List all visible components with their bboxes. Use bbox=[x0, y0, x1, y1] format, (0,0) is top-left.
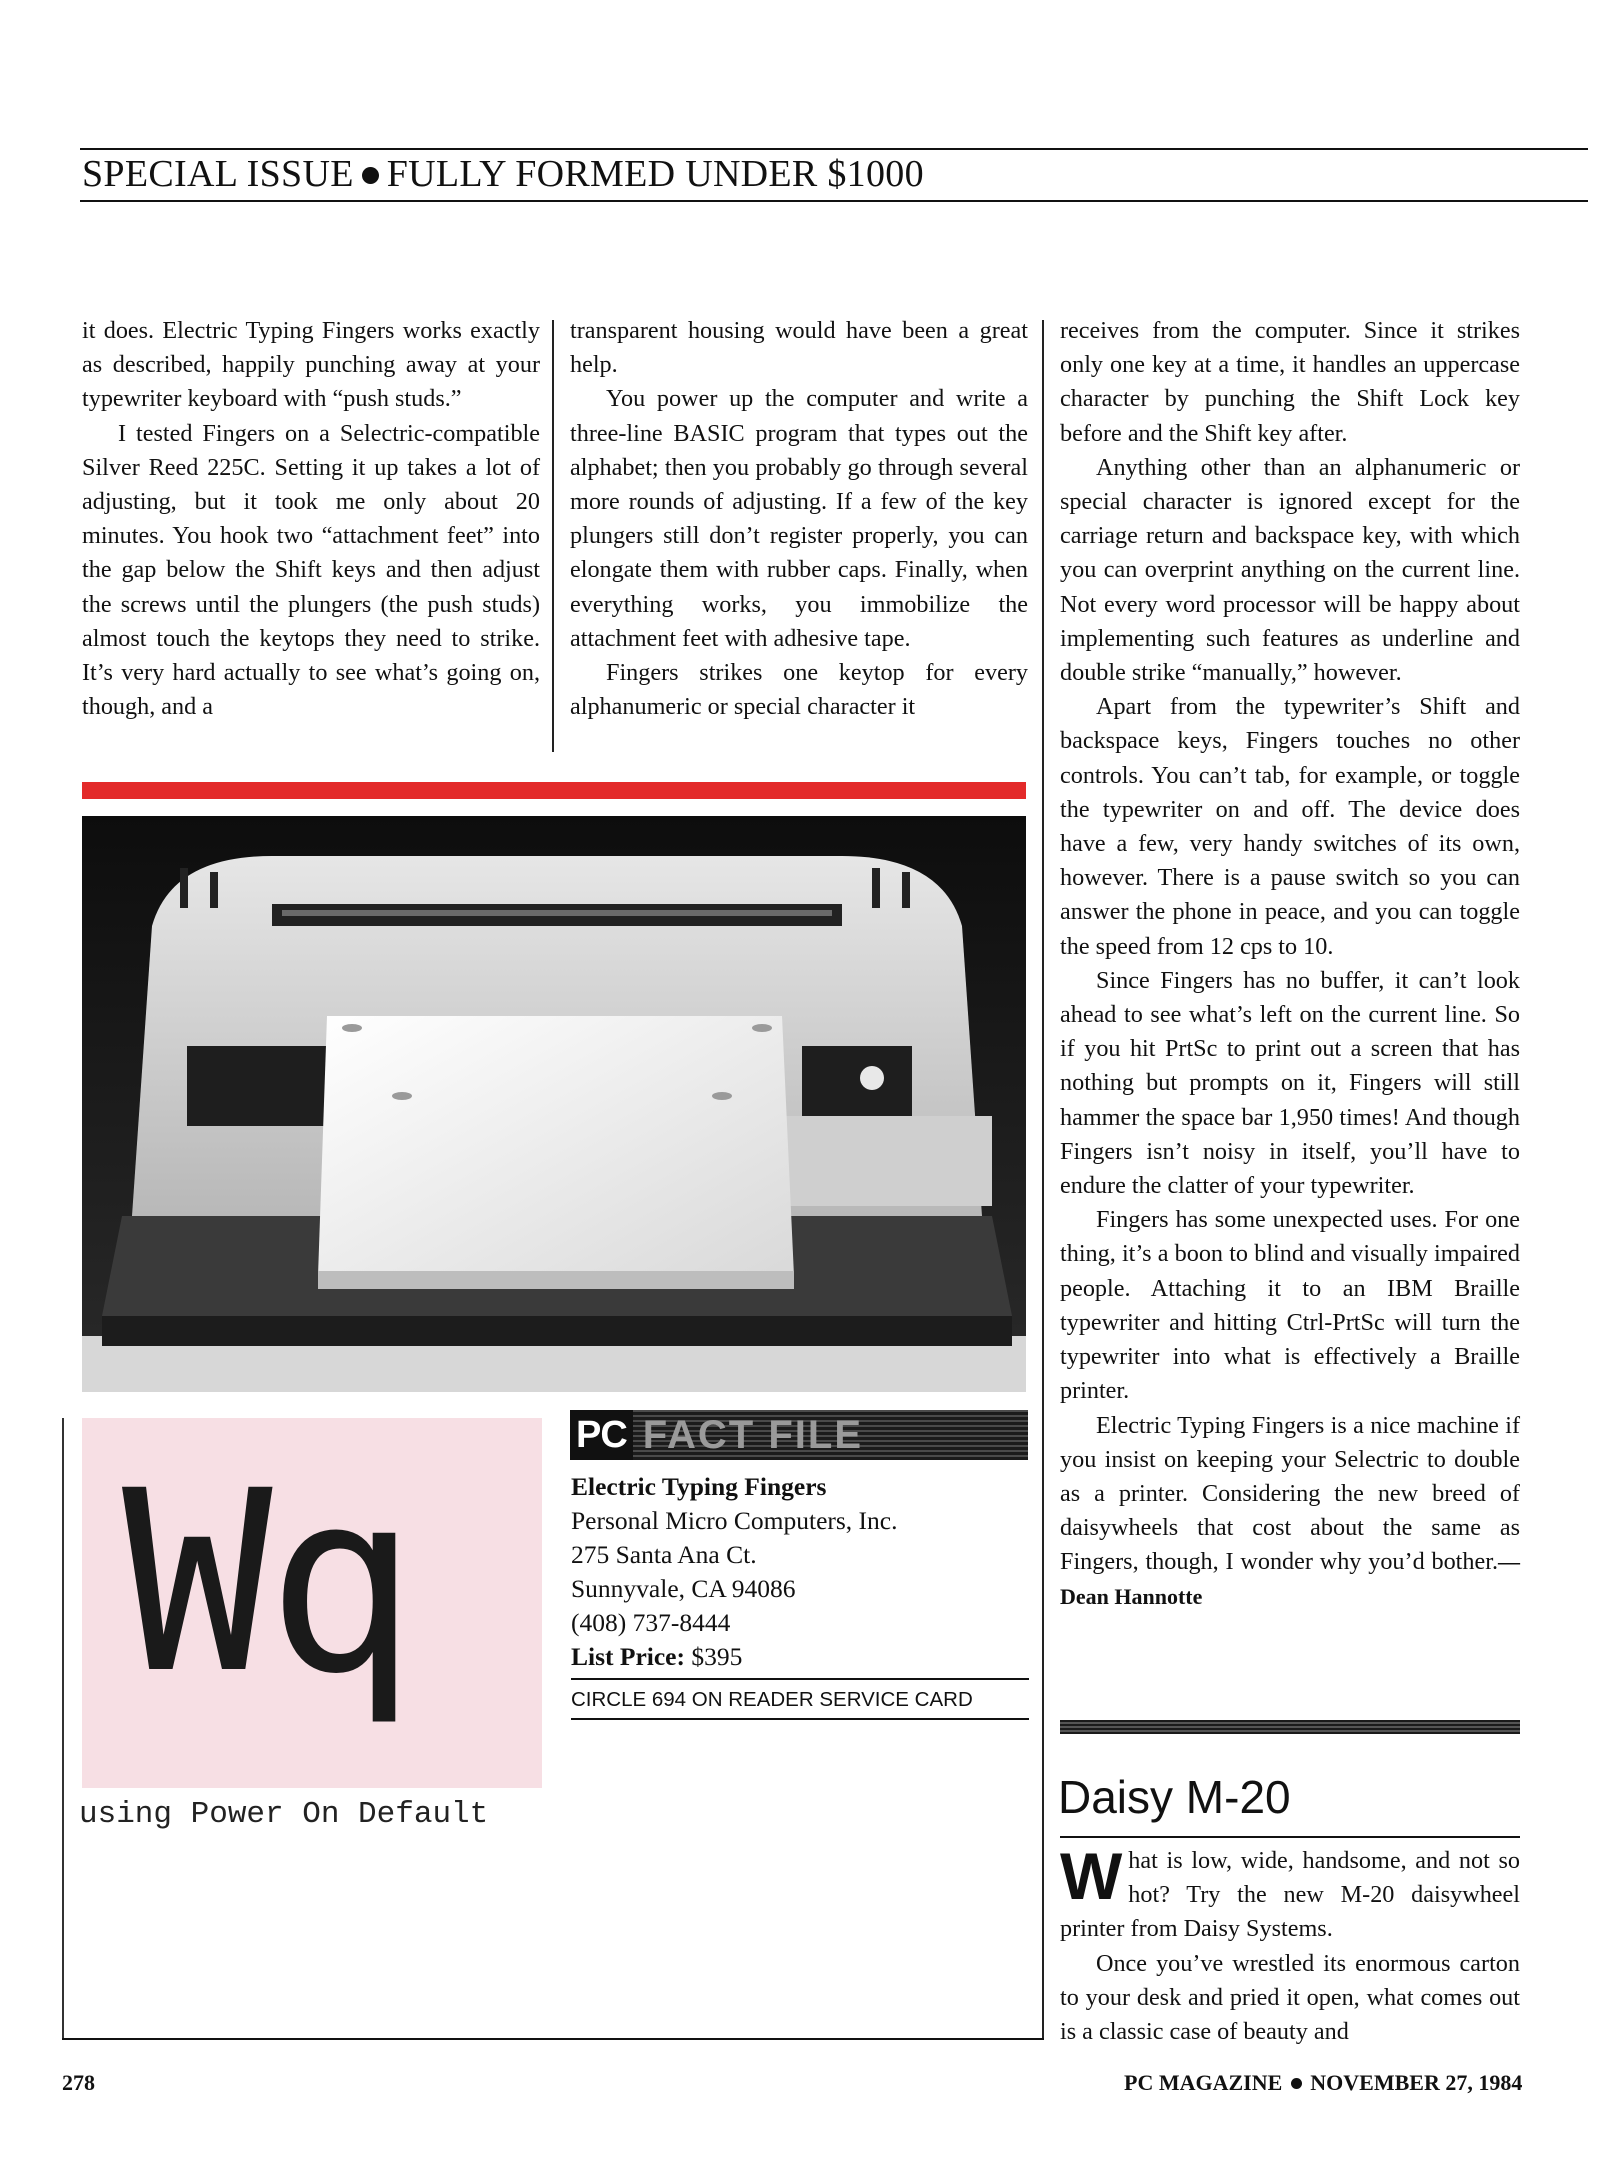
paragraph: I tested Fingers on a Selectric-compatible Silver Reed 225C. Setting it up takes a lot of adjusting, but it took me only about 20 minutes. You hook two “attachment feet” into the gap below the Shift keys and then adjust the screws until the plungers (the push studs) almost touch the keytops they need to strike. It’s very hard actually to see what’s going on, though, and a bbox=[82, 419, 540, 721]
fact-phone: (408) 737-8444 bbox=[571, 1608, 731, 1637]
section-heading bbox=[82, 152, 1582, 196]
daisy-article bbox=[1060, 1839, 1520, 2049]
paragraph-text: Electric Typing Fingers is a nice machine if you insist on keeping your Selectric to double as a printer. Considering the new breed of daisywheels that cost about the same as Fingers, though, I wonder why you’d bother. bbox=[1060, 1411, 1520, 1576]
fact-address-2: Sunnyvale, CA 94086 bbox=[571, 1574, 796, 1603]
sample-print-output bbox=[82, 1418, 542, 1788]
fact-company: Personal Micro Computers, Inc. bbox=[571, 1506, 898, 1535]
fact-file-pc-logo: PC bbox=[570, 1410, 633, 1460]
fact-rule-bottom bbox=[571, 1718, 1029, 1720]
author-byline: —Dean Hannotte bbox=[1060, 1549, 1520, 1609]
header-rule-bottom bbox=[80, 200, 1588, 202]
photo-accent-bar bbox=[82, 782, 1026, 799]
paragraph bbox=[1060, 1839, 1520, 1947]
article-column-1 bbox=[82, 314, 540, 724]
section-subtitle: FULLY FORMED UNDER $1000 bbox=[386, 153, 924, 195]
paragraph: receives from the computer. Since it strikes only one key at a time, it handles an uppercase character by punching the Shift Lock key before and the Shift key after. bbox=[1060, 317, 1520, 447]
typewriter-illustration bbox=[82, 816, 1026, 1392]
reader-service-note: CIRCLE 694 ON READER SERVICE CARD bbox=[571, 1688, 973, 1711]
paragraph: Fingers strikes one keytop for every alphanumeric or special character it bbox=[570, 659, 1028, 721]
header-rule-top bbox=[80, 148, 1588, 150]
section-label: SPECIAL ISSUE bbox=[82, 153, 354, 195]
fact-price-value: $395 bbox=[691, 1642, 743, 1671]
daisy-section-title: Daisy M-20 bbox=[1058, 1771, 1291, 1823]
magazine-footer bbox=[1124, 2070, 1522, 2096]
fact-file-banner bbox=[570, 1410, 1028, 1460]
issue-date: NOVEMBER 27, 1984 bbox=[1310, 2070, 1523, 2095]
paragraph: transparent housing would have been a great help. bbox=[570, 317, 1028, 379]
magazine-name: PC MAGAZINE bbox=[1124, 2070, 1283, 2095]
paragraph: Since Fingers has no buffer, it can’t look ahead to see what’s left on the current line. So if you hit PrtSc to print out a screen that has nothing but prompts on it, Fingers will still hammer the space bar 1,950 times! And though Fingers isn’t noisy in itself, you’ll have to endure the clatter of your typewriter. bbox=[1060, 966, 1520, 1200]
block-rule-bottom bbox=[62, 2038, 1044, 2040]
section-divider-bar bbox=[1060, 1720, 1520, 1734]
sample-caption: using Power On Default bbox=[79, 1797, 489, 1832]
paragraph bbox=[1060, 1409, 1520, 1614]
fact-rule-top bbox=[571, 1678, 1029, 1680]
typewriter-photo bbox=[82, 816, 1026, 1392]
paragraph: Apart from the typewriter’s Shift and backspace keys, Fingers touches no other controls. You can’t tab, for example, or toggle the typewriter on and off. The device does have a few, very handy switches of its own, however. There is a pause switch so you can answer the phone in peace, and you can toggle the speed from 12 cps to 10. bbox=[1060, 693, 1520, 960]
fact-file-title: FACT FILE bbox=[642, 1413, 864, 1457]
column-divider bbox=[552, 320, 554, 752]
paragraph: it does. Electric Typing Fingers works exactly as described, happily punching away at your typewriter keyboard with “push studs.” bbox=[82, 317, 540, 413]
bullet-dot-icon bbox=[362, 167, 379, 184]
paragraph: You power up the computer and write a three-line BASIC program that types out the alphabet; then you probably go through several more rounds of adjusting. If a few of the key plungers still don’t register properly, you can elongate them with rubber caps. Finally, when everything works, you immobilize the attachment feet with adhesive tape. bbox=[570, 385, 1028, 652]
article-column-3 bbox=[1060, 314, 1520, 1614]
fact-price bbox=[571, 1640, 1031, 1674]
column-divider bbox=[1042, 320, 1044, 2040]
paragraph-text: hat is low, wide, handsome, and not so hot? Try the new M-20 daisywheel printer from Daisy Systems. bbox=[1060, 1847, 1520, 1943]
sample-glyphs: Wq bbox=[122, 1437, 412, 1728]
fact-price-label: List Price: bbox=[571, 1642, 685, 1671]
paragraph: Once you’ve wrestled its enormous carton to your desk and pried it open, what comes out is a classic case of beauty and bbox=[1060, 1949, 1520, 2046]
paragraph: Fingers has some unexpected uses. For one thing, it’s a boon to blind and visually impaired people. Attaching it to an IBM Braille typewriter and hitting Ctrl-PrtSc will turn the typewriter into what is effectively a Braille printer. bbox=[1060, 1206, 1520, 1405]
article-column-2 bbox=[570, 314, 1028, 724]
block-rule-left bbox=[62, 1418, 64, 2040]
paragraph: Anything other than an alphanumeric or special character is ignored except for the carriage return and backspace key, with which you can overprint anything on the current line. Not every word processor will be happy about implementing such features as underline and double strike “manually,” however. bbox=[1060, 453, 1520, 687]
page-number: 278 bbox=[62, 2070, 95, 2095]
fact-product: Electric Typing Fingers bbox=[571, 1472, 827, 1501]
drop-cap: W bbox=[1060, 1839, 1123, 1913]
bullet-dot-icon bbox=[1291, 2078, 1302, 2089]
daisy-title-rule bbox=[1060, 1836, 1520, 1838]
fact-address-1: 275 Santa Ana Ct. bbox=[571, 1540, 757, 1569]
